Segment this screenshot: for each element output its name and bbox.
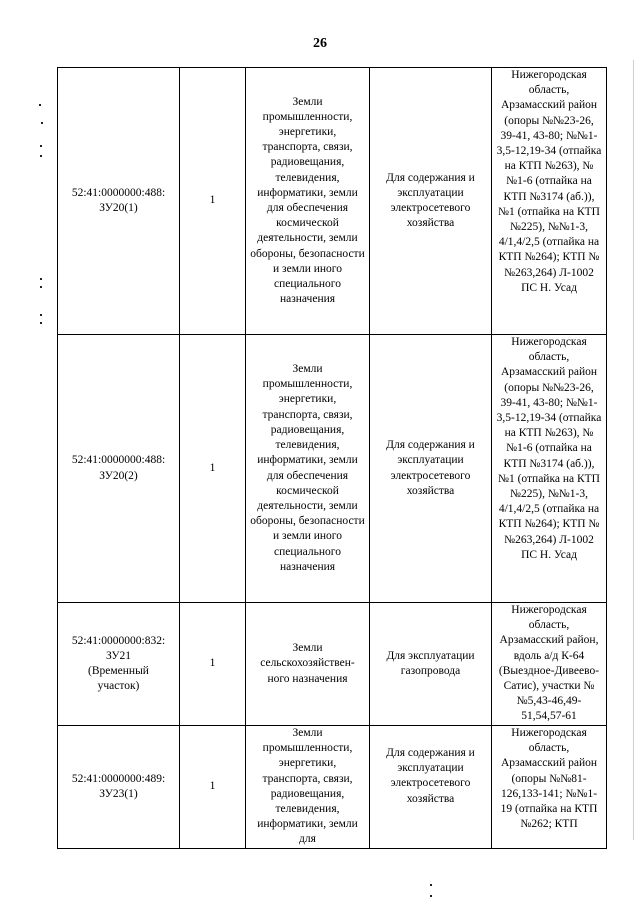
land-category-cell: Земли промышленности, энергетики, транспорта, связи, радиовещания, телевидения, информатики, земли для обеспечения космической деятельности, земли обороны, безопасности и земли иного специального назначения [246, 68, 370, 335]
purpose-cell: Для содержания и эксплуатации электросетевого хозяйства [370, 726, 492, 849]
table-row [58, 335, 607, 603]
count-cell: 1 [180, 68, 246, 335]
cadastral-number-cell: 52:41:0000000:488: ЗУ20(1) [58, 68, 180, 335]
address-cell: Нижегородская область, Арзамасский район (опоры №№81-126,133-141; №№1-19 (отпайка на КТП №262; КТП [492, 726, 607, 849]
cadastral-number-cell: 52:41:0000000:489: ЗУ23(1) [58, 726, 180, 849]
land-category-cell: Земли промышленности, энергетики, транспорта, связи, радиовещания, телевидения, информатики, земли для обеспечения космической деятельности, земли обороны, безопасности и земли иного специального назначения [246, 335, 370, 603]
land-plots-table [57, 67, 607, 849]
purpose-cell: Для эксплуатации газопровода [370, 603, 492, 726]
count-cell: 1 [180, 726, 246, 849]
page-number: 26 [313, 36, 327, 51]
scan-mark [40, 286, 42, 288]
scan-mark [40, 314, 42, 316]
scan-mark [39, 104, 41, 106]
scan-mark [430, 895, 432, 897]
scan-mark [40, 278, 42, 280]
scan-mark [430, 884, 432, 886]
address-cell: Нижегородская область, Арзамасский район (опоры №№23-26, 39-41, 43-80; №№1-3,5-12,19-34 (отпайка на КТП №263), №№1-6 (отпайка на КТП №3174 (аб.)), №1 (отпайка на КТП №225), №№1-3, 4/1,4/2,5 (отпайка на КТП №264); КТП №№263,264) Л-1002 ПС Н. Усад [492, 68, 607, 335]
address-cell: Нижегородская область, Арзамасский район, вдоль а/д К-64 (Выездное-Дивеево-Сатис), участки №№5,43-46,49-51,54,57-61 [492, 603, 607, 726]
cadastral-number-cell: 52:41:0000000:488: ЗУ20(2) [58, 335, 180, 603]
purpose-cell: Для содержания и эксплуатации электросетевого хозяйства [370, 335, 492, 603]
cadastral-number-cell: 52:41:0000000:832: ЗУ21 (Временный участок) [58, 603, 180, 726]
scan-mark [40, 145, 42, 147]
scan-mark [41, 122, 43, 124]
table-row [58, 603, 607, 726]
count-cell: 1 [180, 335, 246, 603]
count-cell: 1 [180, 603, 246, 726]
address-cell: Нижегородская область, Арзамасский район (опоры №№23-26, 39-41, 43-80; №№1-3,5-12,19-34 (отпайка на КТП №263), №№1-6 (отпайка на КТП №3174 (аб.)), №1 (отпайка на КТП №225), №№1-3, 4/1,4/2,5 (отпайка на КТП №264); КТП №№263,264) Л-1002 ПС Н. Усад [492, 335, 607, 603]
table-row [58, 68, 607, 335]
land-category-cell: Земли сельскохозяйствен-ного назначения [246, 603, 370, 726]
scan-edge-line [633, 60, 634, 840]
scan-mark [40, 322, 42, 324]
land-category-cell: Земли промышленности, энергетики, транспорта, связи, радиовещания, телевидения, информатики, земли для [246, 726, 370, 849]
table-row [58, 726, 607, 849]
purpose-cell: Для содержания и эксплуатации электросетевого хозяйства [370, 68, 492, 335]
scan-mark [40, 155, 42, 157]
